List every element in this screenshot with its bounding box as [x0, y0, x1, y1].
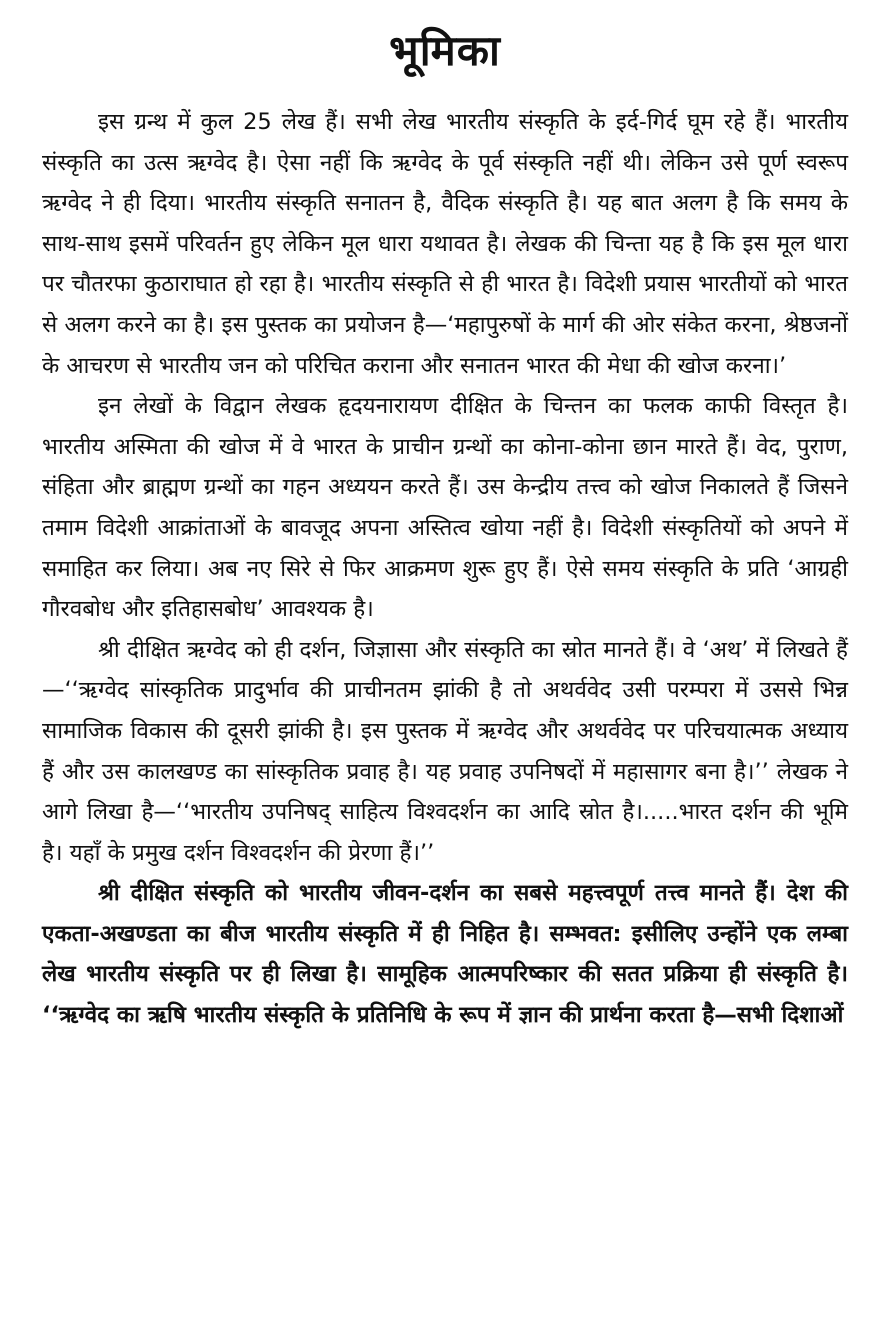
paragraph: श्री दीक्षित ऋग्वेद को ही दर्शन, जिज्ञासा और संस्कृति का स्रोत मानते हैं। वे ‘अथ’ में लिखते हैं—‘‘ऋग्वेद सांस्कृतिक प्रादुर्भाव की प्राचीनतम झांकी है तो अथर्ववेद उसी परम्परा में उससे भिन्न सामाजिक विकास की दूसरी झांकी है। इस पुस्तक में ऋग्वेद और अथर्ववेद पर परिचयात्मक अध्याय हैं और उस कालखण्ड का सांस्कृतिक प्रवाह है। यह प्रवाह उपनिषदों में महासागर बना है।’’ लेखक ने आगे लिखा है—‘‘भारतीय उपनिषद् साहित्य विश्वदर्शन का आदि स्रोत है।.....भारत दर्शन की भूमि है। यहाँ के प्रमुख दर्शन विश्वदर्शन की प्रेरणा हैं।’’ — [42, 636, 848, 866]
page-title: भूमिका — [389, 26, 501, 75]
paragraph: इस ग्रन्थ में कुल 25 लेख हैं। सभी लेख भारतीय संस्कृति के इर्द-गिर्द घूम रहे हैं। भारतीय संस्कृति का उत्स ऋग्वेद है। ऐसा नहीं कि ऋग्वेद के पूर्व संस्कृति नहीं थी। लेकिन उसे पूर्ण स्वरूप ऋग्वेद ने ही दिया। भारतीय संस्कृति सनातन है, वैदिक संस्कृति है। यह बात अलग है कि समय के साथ-साथ इसमें परिवर्तन हुए लेकिन मूल धारा यथावत है। लेखक की चिन्ता यह है कि इस मूल धारा पर चौतरफा कुठाराघात हो रहा है। भारतीय संस्कृति से ही भारत है। विदेशी प्रयास भारतीयों को भारत से अलग करने का है। इस पुस्तक का प्रयोजन है—‘महापुरुषों के मार्ग की ओर संकेत करना, श्रेष्ठजनों के आचरण से भारतीय जन को परिचित कराना और सनातन भारत की मेधा की खोज करना।’ — [42, 109, 848, 379]
paragraph: श्री दीक्षित संस्कृति को भारतीय जीवन-दर्शन का सबसे महत्त्वपूर्ण तत्त्व मानते हैं। देश की एकता-अखण्डता का बीज भारतीय संस्कृति में ही निहित है। सम्भवत: इसीलिए उन्होंने एक लम्बा लेख भारतीय संस्कृति पर ही लिखा है। सामूहिक आत्मपरिष्कार की सतत प्रक्रिया ही संस्कृति है। ‘‘ऋग्वेद का ऋषि भारतीय संस्कृति के प्रतिनिधि के रूप में ज्ञान की प्रार्थना करता है—सभी दिशाओं — [42, 880, 848, 1029]
body-text — [42, 102, 848, 1036]
paragraph: इन लेखों के विद्वान लेखक हृदयनारायण दीक्षित के चिन्तन का फलक काफी विस्तृत है। भारतीय अस्मिता की खोज में वे भारत के प्राचीन ग्रन्थों का कोना-कोना छान मारते हैं। वेद, पुराण, संहिता और ब्राह्मण ग्रन्थों का गहन अध्ययन करते हैं। उस केन्द्रीय तत्त्व को खोज निकालते हैं जिसने तमाम विदेशी आक्रांताओं के बावजूद अपना अस्तित्व खोया नहीं है। विदेशी संस्कृतियों को अपने में समाहित कर लिया। अब नए सिरे से फिर आक्रमण शुरू हुए हैं। ऐसे समय संस्कृति के प्रति ‘आग्रही गौरवबोध और इतिहासबोध’ आवश्यक है। — [42, 393, 848, 623]
